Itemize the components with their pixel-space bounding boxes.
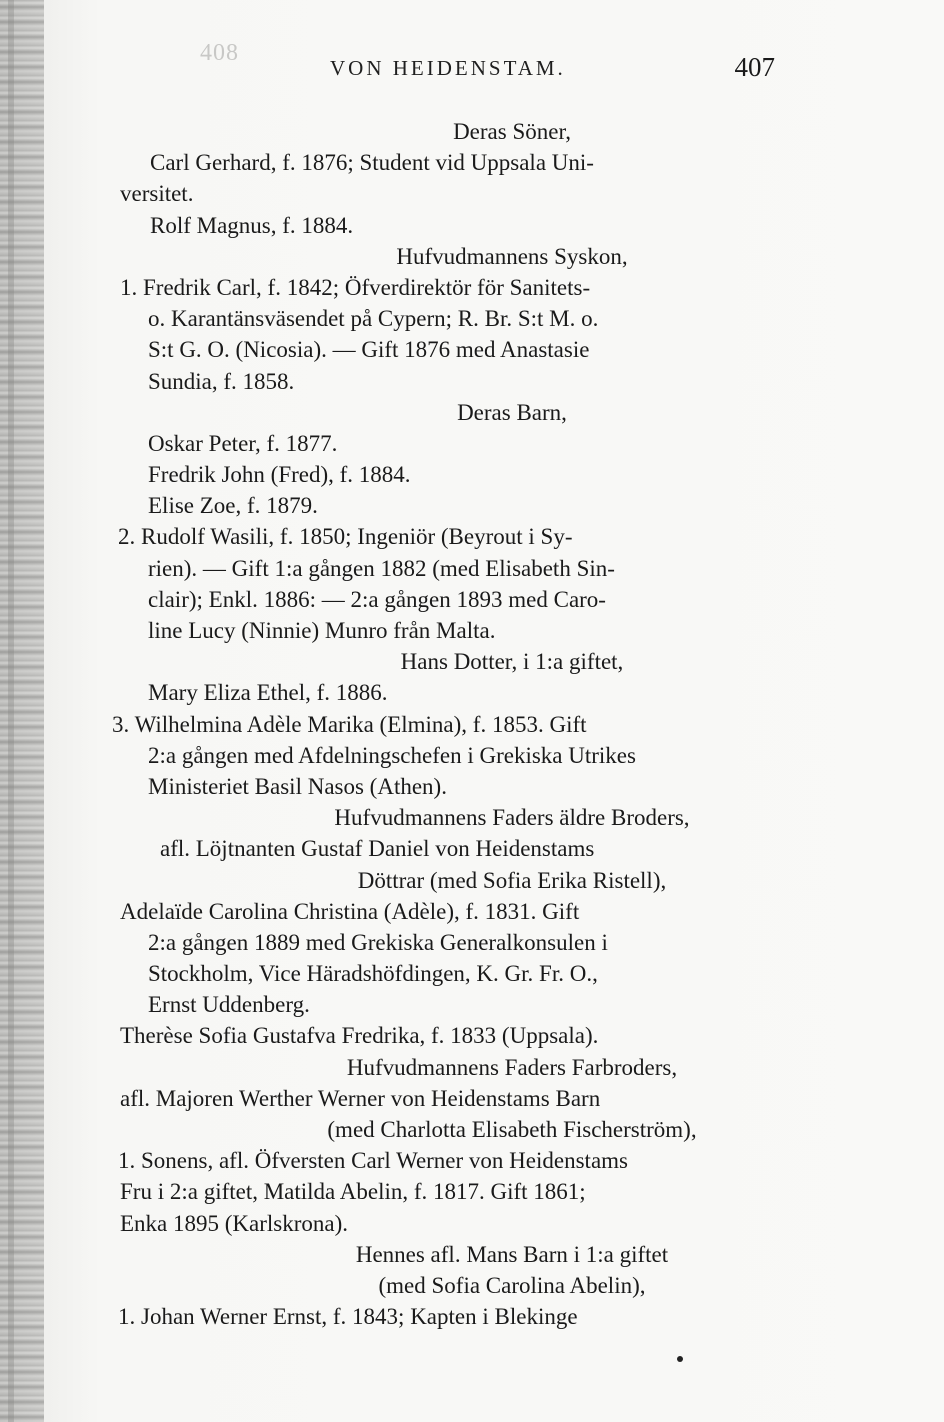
- text-line: 1. Fredrik Carl, f. 1842; Öfverdirektör för Sanitets-: [120, 274, 591, 300]
- text-line: 2:a gången med Afdelningschefen i Grekiska Utrikes: [148, 742, 636, 768]
- text-line: 2. Rudolf Wasili, f. 1850; Ingeniör (Beyrout i Sy-: [118, 524, 573, 550]
- text-line: Elise Zoe, f. 1879.: [148, 493, 318, 519]
- text-line: 2:a gången 1889 med Grekiska Generalkonsulen i: [148, 929, 608, 955]
- text-line: line Lucy (Ninnie) Munro från Malta.: [148, 618, 496, 643]
- text-line: Therèse Sofia Gustafva Fredrika, f. 1833 (Uppsala).: [120, 1023, 599, 1049]
- text-line: Döttrar (med Sofia Erika Ristell),: [357, 867, 667, 893]
- text-line: S:t G. O. (Nicosia). — Gift 1876 med Anastasie: [148, 337, 590, 363]
- text-line: Enka 1895 (Karlskrona).: [120, 1210, 349, 1236]
- text-line: Sundia, f. 1858.: [148, 368, 295, 394]
- text-line: Hans Dotter, i 1:a giftet,: [400, 649, 624, 675]
- text-line: Mary Eliza Ethel, f. 1886.: [148, 680, 388, 706]
- text-line: Carl Gerhard, f. 1876; Student vid Uppsala Uni-: [150, 150, 594, 176]
- text-line: Hennes afl. Mans Barn i 1:a giftet: [355, 1241, 669, 1267]
- text-line: clair); Enkl. 1886: — 2:a gången 1893 med Caro-: [148, 586, 606, 612]
- text-line: rien). — Gift 1:a gången 1882 (med Elisabeth Sin-: [148, 555, 615, 581]
- header-title: VON HEIDENSTAM.: [330, 56, 566, 80]
- text-line: (med Charlotta Elisabeth Fischerström),: [327, 1117, 697, 1142]
- page-number: 407: [734, 52, 775, 82]
- text-line: 3. Wilhelmina Adèle Marika (Elmina), f. 1853. Gift: [112, 711, 587, 737]
- text-line: Deras Söner,: [453, 119, 571, 144]
- text-line: o. Karantänsväsendet på Cypern; R. Br. S:t M. o.: [148, 306, 599, 332]
- page-text: [0, 116, 944, 1332]
- text-line: (med Sofia Carolina Abelin),: [378, 1272, 646, 1298]
- text-line: Adelaïde Carolina Christina (Adèle), f. 1831. Gift: [120, 898, 580, 924]
- text-line: Ernst Uddenberg.: [148, 992, 310, 1018]
- text-line: 1. Johan Werner Ernst, f. 1843; Kapten i Blekinge: [118, 1304, 578, 1330]
- text-line: Hufvudmannens Faders äldre Broders,: [334, 805, 690, 831]
- bleed-through-page-number: 408: [200, 40, 239, 66]
- text-line: Fru i 2:a giftet, Matilda Abelin, f. 1817. Gift 1861;: [120, 1179, 586, 1205]
- text-line: 1. Sonens, afl. Öfversten Carl Werner von Heidenstams: [118, 1148, 628, 1174]
- ink-speck: [677, 1356, 683, 1362]
- text-line: Ministeriet Basil Nasos (Athen).: [148, 773, 447, 799]
- text-line: Hufvudmannens Syskon,: [396, 243, 628, 269]
- text-line: Stockholm, Vice Häradshöfdingen, K. Gr. Fr. O.,: [148, 961, 598, 987]
- text-line: versitet.: [120, 181, 194, 207]
- text-line: afl. Majoren Werther Werner von Heidenstams Barn: [120, 1085, 601, 1111]
- text-line: Deras Barn,: [457, 399, 567, 425]
- text-line: Hufvudmannens Faders Farbroders,: [346, 1054, 678, 1080]
- text-line: Rolf Magnus, f. 1884.: [150, 212, 354, 238]
- text-line: Fredrik John (Fred), f. 1884.: [148, 462, 411, 488]
- text-line: afl. Löjtnanten Gustaf Daniel von Heidenstams: [160, 836, 595, 862]
- running-header: [330, 52, 775, 90]
- text-line: Oskar Peter, f. 1877.: [148, 430, 338, 456]
